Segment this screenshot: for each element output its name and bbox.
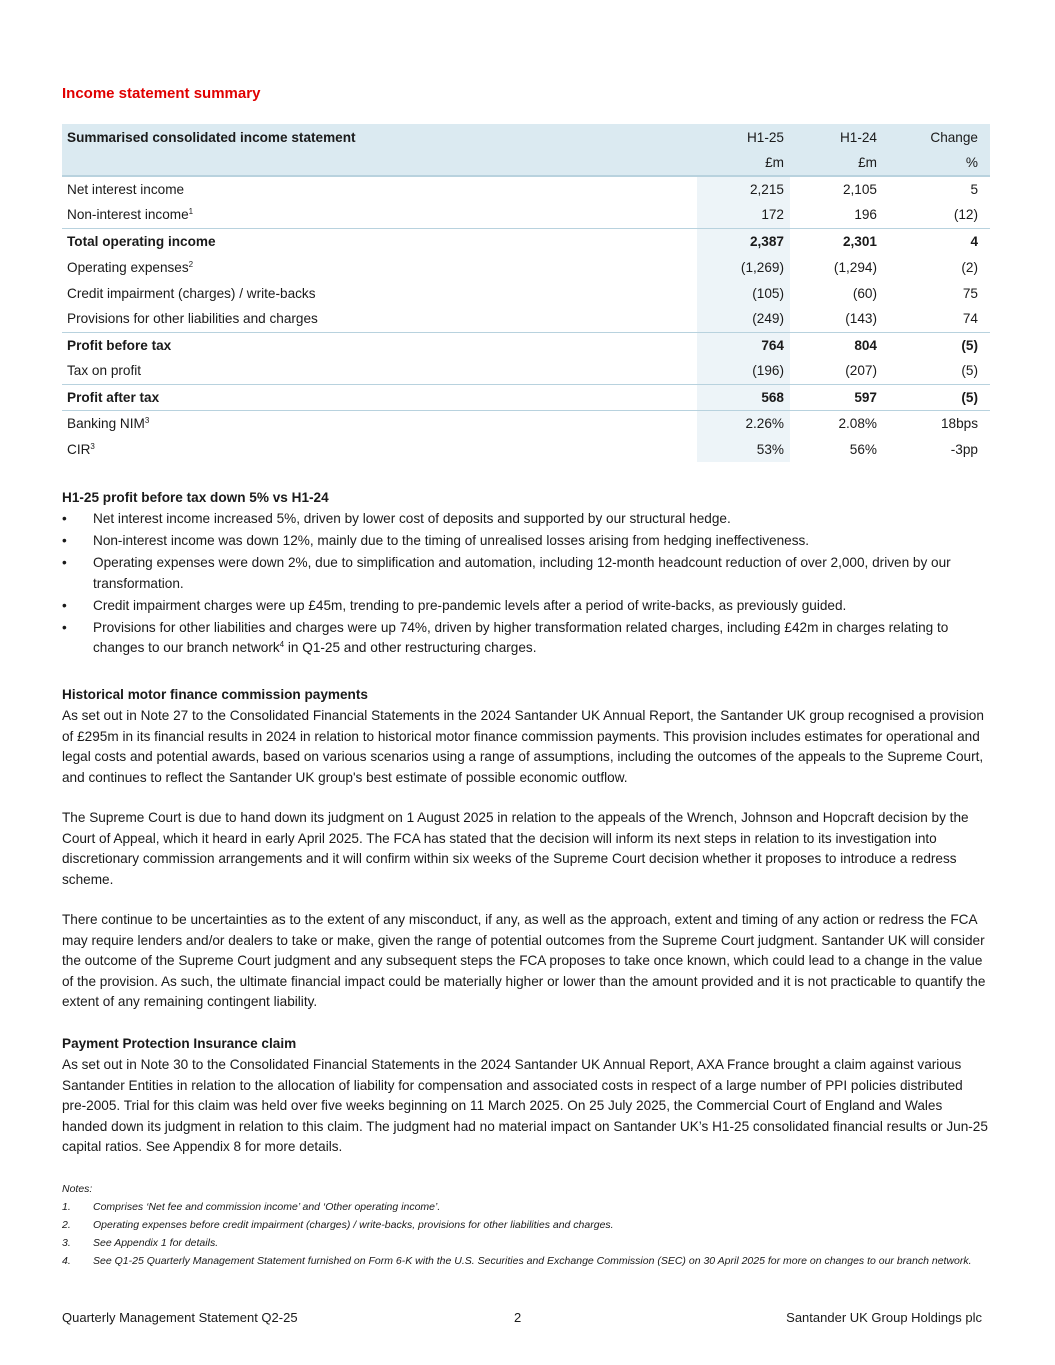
cell-change: 5 — [970, 182, 978, 197]
cell-h1-24: 56% — [849, 441, 877, 457]
row-label: Provisions for other liabilities and charges — [62, 306, 697, 332]
table-row — [62, 306, 990, 332]
col-header-h1-24: H1-24 — [790, 124, 883, 150]
col-header-h1-25: H1-25 — [697, 124, 790, 150]
row-label: Profit before tax — [67, 337, 172, 353]
h1-summary-section — [62, 488, 990, 659]
units-spacer — [62, 150, 697, 176]
section-heading: Payment Protection Insurance claim — [62, 1036, 297, 1051]
cell-h1-25: 53% — [697, 436, 790, 462]
footer-company-name: Santander UK Group Holdings plc — [786, 1310, 982, 1325]
footnote-ref: 3 — [90, 441, 95, 451]
footnote-ref: 3 — [144, 415, 150, 425]
cell-h1-25: 172 — [697, 202, 790, 228]
paragraph: The Supreme Court is due to hand down its judgment on 1 August 2025 in relation to the appeals of the Wrench, Johnson and Hopcraft decision by the Court of Appeal, which it heard in early April 2025. The FCA has stated that the decision will inform its next steps in relation to its investigation into discretionary commission arrangements and it will confirm within six weeks of the Supreme Court decision whether it proposes to introduce a redress scheme. — [62, 810, 969, 887]
cell-h1-24: 804 — [854, 337, 877, 353]
notes-title: Notes: — [62, 1183, 93, 1195]
bullet-icon: • — [62, 619, 67, 635]
list-item: • Operating expenses were down 2%, due to simplification and automation, including 12-month headcount reduction of over 2,000, driven by our transformation. — [62, 555, 951, 591]
bullet-icon: • — [62, 555, 67, 570]
bullet-icon: • — [62, 597, 67, 613]
list-item: • Credit impairment charges were up £45m, trending to pre-pandemic levels after a period of write-backs, as previously guided. — [62, 596, 990, 617]
income-statement-table — [62, 124, 990, 462]
footnotes — [62, 1180, 990, 1270]
bullet-icon: • — [62, 533, 67, 548]
row-label: Banking NIM$^3$ — [67, 415, 150, 431]
cell-h1-25: (1,269) — [697, 254, 790, 280]
cell-change: 75 — [962, 285, 978, 301]
cell-change: 4 — [970, 233, 978, 249]
page-number: 2 — [514, 1310, 522, 1325]
cell-change: 74 — [883, 306, 990, 332]
row-label: Total operating income — [67, 233, 216, 249]
footnote-number: 2. — [62, 1219, 71, 1231]
row-label: Credit impairment (charges) / write-backs — [67, 285, 316, 301]
footer-document-title: Quarterly Management Statement Q2-25 — [62, 1310, 298, 1325]
table-row — [62, 358, 990, 384]
row-label: Non-interest income$^1$ — [62, 202, 697, 228]
footnote-number: 1. — [62, 1201, 71, 1213]
cell-h1-25: (249) — [697, 306, 790, 332]
cell-h1-24: 2,301 — [842, 233, 877, 249]
cell-change: 18bps — [940, 415, 978, 431]
footnote: 2. Operating expenses before credit impairment (charges) / write-backs, provisions for other liabilities and charges. — [62, 1216, 990, 1234]
unit-change: % — [883, 150, 990, 176]
table-title: Summarised consolidated income statement — [62, 124, 697, 150]
footnote-number: 4. — [62, 1255, 71, 1267]
footnote: 1. Comprises ‘Net fee and commission income’ and ‘Other operating income’. — [62, 1198, 990, 1216]
footnote-ref: 4 — [279, 640, 285, 649]
unit-h1-25: £m — [697, 150, 790, 176]
table-row — [62, 254, 990, 280]
row-label: Tax on profit — [62, 358, 697, 384]
cell-h1-24: 2,105 — [842, 182, 877, 197]
table-units-row — [62, 150, 990, 176]
table-row — [62, 436, 990, 462]
table-row — [62, 280, 990, 306]
cell-h1-25: 764 — [697, 332, 790, 358]
unit-h1-24: £m — [790, 150, 883, 176]
cell-change: -3pp — [950, 441, 978, 457]
cell-change: (5) — [883, 358, 990, 384]
footnote-ref: 2 — [188, 259, 194, 269]
cell-h1-24: 2.08% — [838, 415, 877, 431]
cell-change: (5) — [961, 337, 978, 353]
cell-change: (2) — [961, 259, 978, 275]
row-label: Operating expenses$^2$ — [67, 259, 194, 275]
paragraph: There continue to be uncertainties as to the extent of any misconduct, if any, as well as the approach, extent and timing of any action or redress the FCA may require lenders and/or dealers to take or make, given the range of potential outcomes from the Supreme Court judgment. Santander UK will consider the outcome of the Supreme Court judgment and any subsequent steps the FCA proposes to take once known, which could lead to a change in the value of the provision. As such, the ultimate financial impact could be materially higher or lower than the amount provided and it is not practicable to quantify the extent of any remaining contingent liability. — [62, 912, 986, 1009]
table-row-total — [62, 384, 990, 410]
cell-h1-24: 196 — [790, 202, 883, 228]
cell-h1-25: (196) — [697, 358, 790, 384]
section-title: Income statement summary — [62, 85, 261, 102]
col-header-change: Change — [883, 124, 990, 150]
paragraph: As set out in Note 30 to the Consolidated Financial Statements in the 2024 Santander UK Annual Report, AXA France brought a claim against various Santander Entities in relation to the allocation of liability for compensation and associated costs in respect of a large number of PPI policies distributed pre-2005. Trial for this claim was held over five weeks beginning on 11 March 2025. On 25 July 2025, the Commercial Court of England and Wales handed down its judgment in relation to this claim. The judgment had no material impact on Santander UK’s H1-25 consolidated financial results or Jun-25 capital ratios. See Appendix 8 for more details. — [62, 1057, 988, 1154]
section-heading: H1-25 profit before tax down 5% vs H1-24 — [62, 490, 329, 505]
footnote: 4. See Q1-25 Quarterly Management Statement furnished on Form 6-K with the U.S. Securities and Exchange Commission (SEC) on 30 April 2025 for more on changes to our branch network. — [62, 1252, 990, 1270]
table-row — [62, 176, 990, 202]
bullet-icon: • — [62, 511, 67, 526]
cell-h1-25: (105) — [697, 280, 790, 306]
cell-h1-24: (207) — [790, 358, 883, 384]
footnote: 3. See Appendix 1 for details. — [62, 1234, 990, 1252]
cell-h1-25: 2,387 — [697, 228, 790, 254]
cell-h1-24: 597 — [790, 384, 883, 410]
ppi-section — [62, 1034, 990, 1158]
row-label: CIR$^3$ — [67, 441, 95, 457]
cell-h1-24: (143) — [790, 306, 883, 332]
bullet-list — [62, 509, 990, 659]
cell-h1-25: 2.26% — [697, 410, 790, 436]
row-label: Profit after tax — [62, 384, 697, 410]
list-item: • Net interest income increased 5%, driven by lower cost of deposits and supported by our structural hedge. — [62, 509, 990, 530]
table-row — [62, 202, 990, 228]
motor-finance-section — [62, 685, 990, 1013]
cell-h1-24: (60) — [852, 285, 877, 301]
section-heading: Historical motor finance commission payments — [62, 687, 368, 702]
cell-h1-24: (1,294) — [833, 259, 877, 275]
table-header-row — [62, 124, 990, 150]
list-item: • Provisions for other liabilities and charges were up 74%, driven by higher transformation related charges, including £42m in charges relating to changes to our branch network$^4$ in Q1-25 and other restructuring charges. — [62, 619, 949, 655]
list-item: • Non-interest income was down 12%, mainly due to the timing of unrealised losses arising from hedging ineffectiveness. — [62, 531, 990, 552]
footnote-number: 3. — [62, 1237, 71, 1249]
cell-h1-25: 568 — [697, 384, 790, 410]
cell-change: (5) — [883, 384, 990, 410]
cell-change: (12) — [883, 202, 990, 228]
row-label: Net interest income — [67, 182, 185, 197]
paragraph: As set out in Note 27 to the Consolidated Financial Statements in the 2024 Santander UK Annual Report, the Santander UK group recognised a provision of £295m in its financial results in 2024 in relation to historical motor finance commission payments. This provision includes estimates for operational and legal costs and potential awards, based on various scenarios using a range of assumptions, including the outcomes of the appeals to the Supreme Court, and continues to reflect the Santander UK group's best estimate of possible economic outflow. — [62, 708, 984, 785]
table-row-total — [62, 332, 990, 358]
table-row-total — [62, 228, 990, 254]
table-row — [62, 410, 990, 436]
cell-h1-25: 2,215 — [697, 176, 790, 202]
footnote-ref: 1 — [188, 207, 194, 217]
